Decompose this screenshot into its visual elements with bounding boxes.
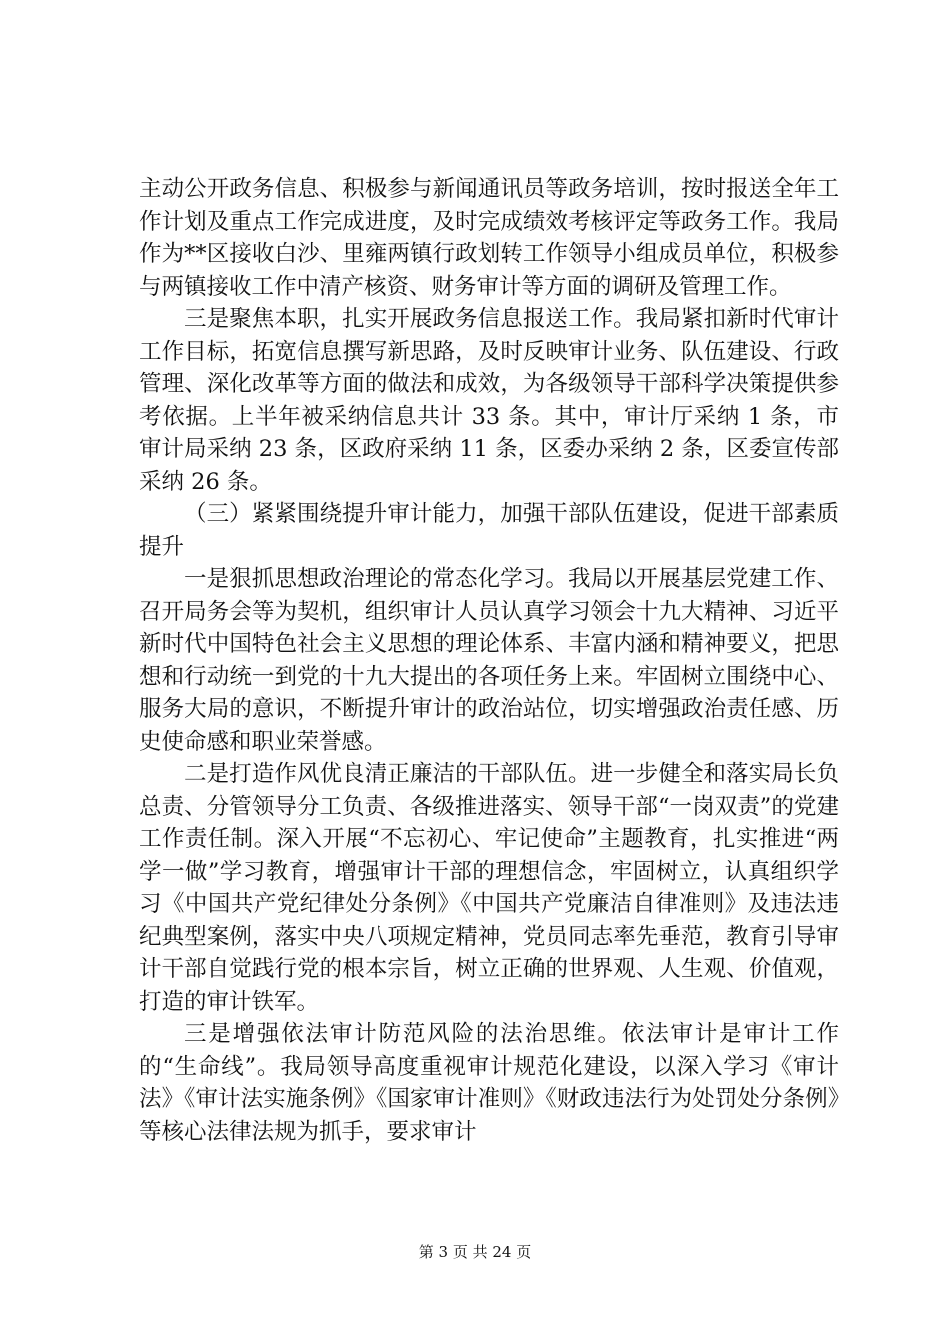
- paragraph-info-reporting: 三是聚焦本职，扎实开展政务信息报送工作。我局紧扣新时代审计工作目标，拓宽信息撰写新思路，及时反映审计业务、队伍建设、行政管理、深化改革等方面的做法和成效，为各级领导干部科学决策提供参考依据。上半年被采纳信息共计 33 条。其中，审计厅采纳 1 条，市审计局采纳 23 条，区政府采纳 11 条，区委办采纳 2 条，区委宣传部采纳 26 条。: [139, 306, 839, 495]
- document-body: [139, 173, 839, 1148]
- paragraph-continuation: 主动公开政务信息、积极参与新闻通讯员等政务培训，按时报送全年工作计划及重点工作完成进度，及时完成绩效考核评定等政务工作。我局作为**区接收白沙、里雍两镇行政划转工作领导小组成员单位，积极参与两镇接收工作中清产核资、财务审计等方面的调研及管理工作。: [139, 176, 839, 300]
- paragraph-rule-of-law: 三是增强依法审计防范风险的法治思维。依法审计是审计工作的“生命线”。我局领导高度重视审计规范化建设，以深入学习《审计法》《审计法实施条例》《国家审计准则》《财政违法行为处罚处分条例》等核心法律法规为抓手，要求审计: [139, 1021, 839, 1145]
- paragraph-political-study: 一是狠抓思想政治理论的常态化学习。我局以开展基层党建工作、召开局务会等为契机，组织审计人员认真学习领会十九大精神、习近平新时代中国特色社会主义思想的理论体系、丰富内涵和精神要义，把思想和行动统一到党的十九大提出的各项任务上来。牢固树立围绕中心、服务大局的意识，不断提升审计的政治站位，切实增强政治责任感、历史使命感和职业荣誉感。: [139, 566, 839, 755]
- section-heading-three: （三）紧紧围绕提升审计能力，加强干部队伍建设，促进干部素质提升: [139, 501, 839, 560]
- page-footer: 第 3 页 共 24 页: [418, 1243, 532, 1261]
- paragraph-clean-team: 二是打造作风优良清正廉洁的干部队伍。进一步健全和落实局长负总责、分管领导分工负责、各级推进落实、领导干部“一岗双责”的党建工作责任制。深入开展“不忘初心、牢记使命”主题教育，扎实推进“两学一做”学习教育，增强审计干部的理想信念，牢固树立，认真组织学习《中国共产党纪律处分条例》《中国共产党廉洁自律准则》及违法违纪典型案例，落实中央八项规定精神，党员同志率先垂范，教育引导审计干部自觉践行党的根本宗旨，树立正确的世界观、人生观、价值观，打造的审计铁军。: [139, 761, 839, 1015]
